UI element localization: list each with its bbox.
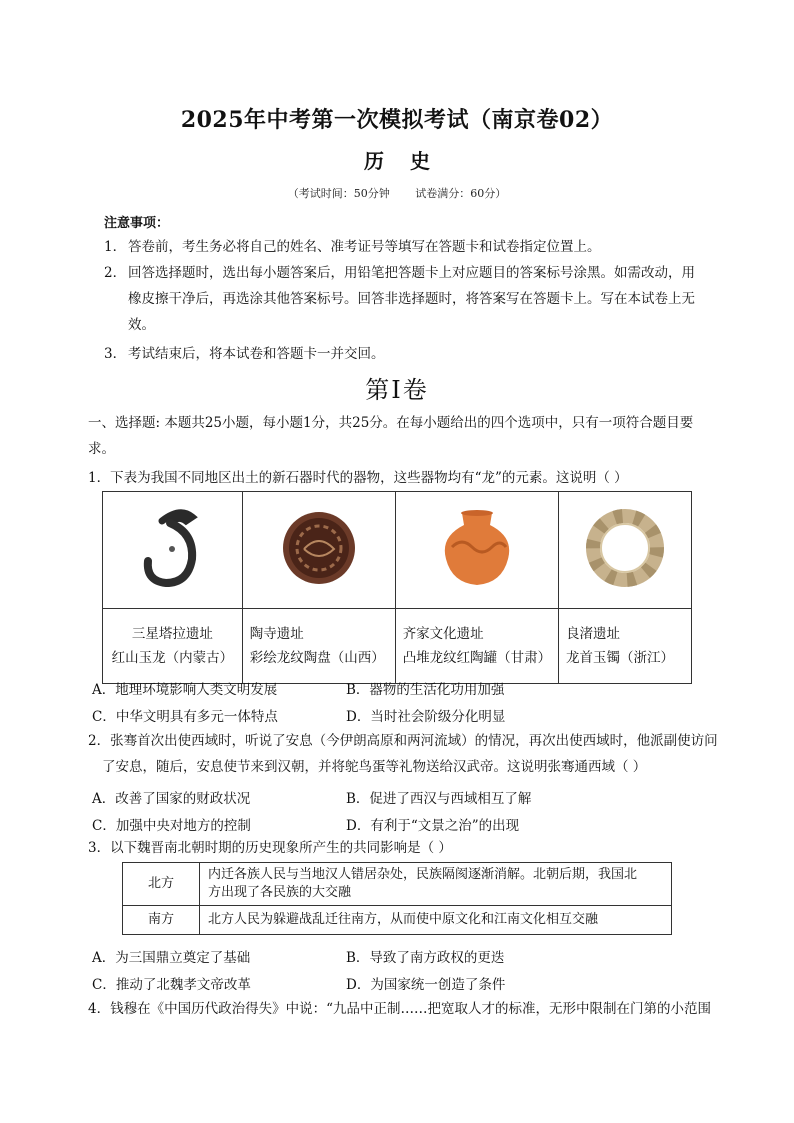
notice-item-3: 3． 考试结束后，将本试卷和答题卡一并交回。 xyxy=(104,346,385,362)
section-instruction: 一、选择题: 本题共25小题，每小题1分，共25分。在每小题给出的四个选项中，只有一项符合题目要 求。 xyxy=(88,415,694,457)
q3-option-a: A．为三国鼎立奠定了基础 xyxy=(92,950,251,966)
q2-stem: 2．张骞首次出使西域时，听说了安息（今伊朗高原和两河流域）的情况，再次出使西域时，他派副使访问 了安息，随后，安息使节来到汉朝，并将鸵鸟蛋等礼物送给汉武帝。这说明张骞通西域（ ） xyxy=(88,733,718,775)
notice-heading: 注意事项： xyxy=(104,216,170,231)
roll-title: 第Ⅰ卷 xyxy=(365,376,429,404)
table-row xyxy=(123,863,672,906)
q3-option-c: C．推动了北魏孝文帝改革 xyxy=(92,977,251,993)
q3-content-north: 内迁各族人民与当地汉人错居杂处，民族隔阂逐渐消解。北朝后期，我国北 方出现了各民族的大交融 xyxy=(200,863,672,906)
jade-dragon-icon xyxy=(132,503,212,593)
exam-score: 试卷满分：60分） xyxy=(415,187,507,200)
exam-meta xyxy=(0,185,794,201)
q1-image-painted-plate xyxy=(242,492,395,609)
jade-bracelet-icon xyxy=(580,503,670,593)
q1-image-red-pot xyxy=(395,492,558,609)
q1-image-jade-bracelet xyxy=(559,492,692,609)
q3-option-d: D．为国家统一创造了条件 xyxy=(346,977,506,993)
q3-stem: 3．以下魏晋南北朝时期的历史现象所产生的共同影响是（ ） xyxy=(88,840,452,856)
q3-history-table xyxy=(122,862,672,935)
q3-content-south: 北方人民为躲避战乱迁往南方，从而使中原文化和江南文化相互交融 xyxy=(200,906,672,935)
painted-plate-icon xyxy=(274,503,364,593)
q1-option-c: C．中华文明具有多元一体特点 xyxy=(92,709,278,725)
q1-option-b: B．器物的生活化功用加强 xyxy=(346,682,505,698)
notice-item-1: 1． 答卷前，考生务必将自己的姓名、准考证号等填写在答题卡和试卷指定位置上。 xyxy=(104,239,601,255)
q1-image-jade-dragon xyxy=(103,492,243,609)
red-pottery-jar-icon xyxy=(432,503,522,593)
q3-option-b: B．导致了南方政权的更迭 xyxy=(346,950,505,966)
q2-option-b: B．促进了西汉与西域相互了解 xyxy=(346,791,532,807)
q2-option-c: C．加强中央对地方的控制 xyxy=(92,818,251,834)
exam-time: （考试时间：50分钟 xyxy=(287,187,390,200)
q2-option-d: D．有利于“文景之治”的出现 xyxy=(346,818,520,834)
subject-title: 历史 xyxy=(364,149,456,173)
q1-option-a: A．地理环境影响人类文明发展 xyxy=(92,682,278,698)
q1-artifact-table xyxy=(102,491,692,684)
q1-stem: 1．下表为我国不同地区出土的新石器时代的器物，这些器物均有“龙”的元素。这说明（ ） xyxy=(88,470,628,486)
exam-title: 2025年中考第一次模拟考试（南京卷02） xyxy=(180,107,614,133)
table-row xyxy=(123,906,672,935)
q1-caption-1: 三星塔拉遗址 红山玉龙（内蒙古） xyxy=(103,609,243,684)
q1-caption-3: 齐家文化遗址 凸堆龙纹红陶罐（甘肃） xyxy=(395,609,558,684)
q1-option-d: D．当时社会阶级分化明显 xyxy=(346,709,506,725)
q3-region-south: 南方 xyxy=(123,906,200,935)
q1-caption-2: 陶寺遗址 彩绘龙纹陶盘（山西） xyxy=(242,609,395,684)
q3-region-north: 北方 xyxy=(123,863,200,906)
q2-option-a: A．改善了国家的财政状况 xyxy=(92,791,251,807)
q4-stem: 4．钱穆在《中国历代政治得失》中说：“九品中正制……把宽取人才的标准，无形中限制在门第的小范围 xyxy=(88,1001,711,1017)
notice-item-2: 2． 回答选择题时，选出每小题答案后，用铅笔把答题卡上对应题目的答案标号涂黑。如需改动，用 橡皮擦干净后，再选涂其他答案标号。回答非选择题时，将答案写在答题卡上。写在本试卷上无 效。 xyxy=(104,265,695,333)
q1-caption-4: 良渚遗址 龙首玉镯（浙江） xyxy=(559,609,692,684)
